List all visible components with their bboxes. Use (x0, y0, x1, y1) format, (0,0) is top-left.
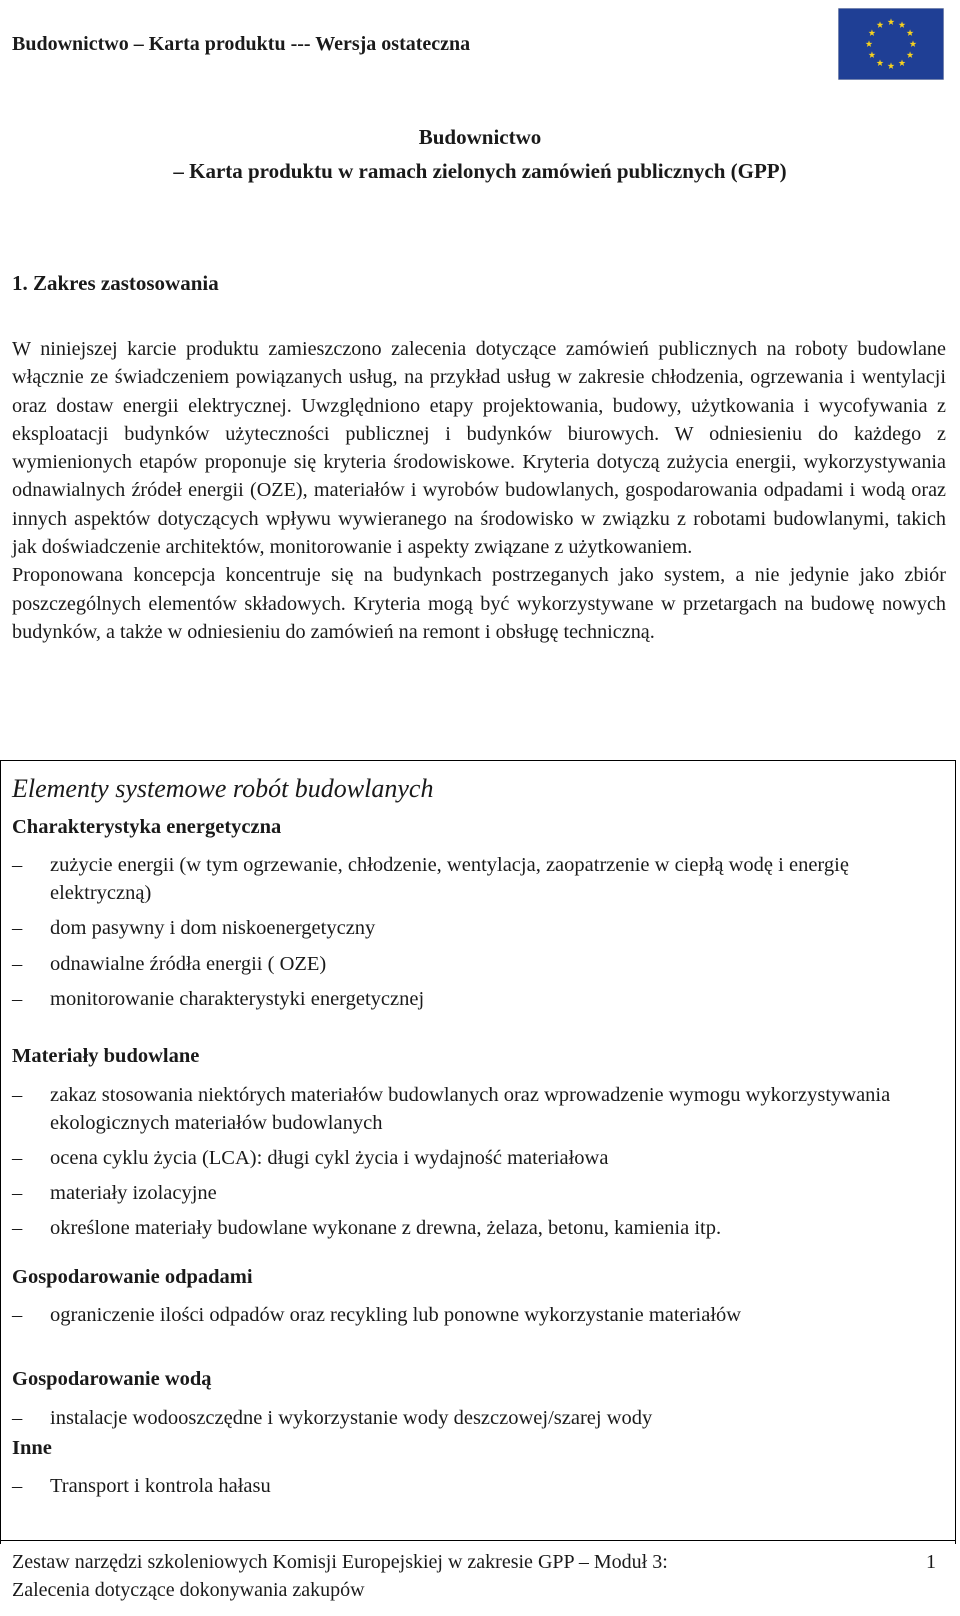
list-item (12, 1081, 942, 1137)
bullet-dash: – (12, 1147, 23, 1169)
list-item-text: zakaz stosowania niektórych materiałów budowlanych oraz wprowadzenie wymogu wykorzystywania ekologicznych materiałów budowlanych (50, 1084, 891, 1134)
list-item (12, 1179, 942, 1207)
group-title-energy: Charakterystyka energetyczna (12, 816, 282, 838)
list-item (12, 1404, 942, 1432)
bullet-dash: – (12, 1475, 23, 1497)
list-item (12, 985, 942, 1013)
bullet-dash: – (12, 1217, 23, 1239)
list-item-text: Transport i kontrola hałasu (50, 1475, 271, 1497)
scope-text (12, 335, 946, 646)
bullet-dash: – (12, 917, 23, 939)
list-item-text: ocena cyklu życia (LCA): długi cykl życia i wydajność materiałowa (50, 1147, 609, 1169)
list-item-text: monitorowanie charakterystyki energetycznej (50, 988, 425, 1010)
list-item (12, 1144, 942, 1172)
document-header-title: Budownictwo – Karta produktu --- Wersja ostateczna (12, 33, 471, 55)
list-item-text: instalacje wodooszczędne i wykorzystanie wody deszczowej/szarej wody (50, 1407, 653, 1429)
group-title-waste: Gospodarowanie odpadami (12, 1266, 253, 1288)
list-item-text: ograniczenie ilości odpadów oraz recykling lub ponowne wykorzystanie materiałów (50, 1304, 742, 1326)
bullet-dash: – (12, 1407, 23, 1429)
eu-flag-icon (838, 8, 944, 80)
scope-paragraph-2: Proponowana koncepcja koncentruje się na budynkach postrzeganych jako system, a nie jedynie jako zbiór poszczególnych elementów składowych. Kryteria mogą być wykorzystywane w przetargach na budowę nowych budynków, a także w odniesieniu do zamówień na remont i obsługę techniczną. (12, 564, 946, 643)
list-item (12, 950, 942, 978)
bullet-dash: – (12, 1084, 23, 1106)
footer-text (12, 1548, 812, 1604)
list-item (12, 851, 942, 907)
list-item-text: określone materiały budowlane wykonane z drewna, żelaza, betonu, kamienia itp. (50, 1217, 722, 1239)
list-item (12, 914, 942, 942)
list-item (12, 1301, 942, 1329)
bullet-dash: – (12, 1182, 23, 1204)
list-item (12, 1472, 942, 1500)
footer-divider (0, 1540, 956, 1541)
bullet-dash: – (12, 1304, 23, 1326)
scope-paragraph-1: W niniejszej karcie produktu zamieszczono zalecenia dotyczące zamówień publicznych na roboty budowlane włącznie ze świadczeniem powiązanych usług, na przykład usług w zakresie chłodzenia, ogrzewania i wentylacji oraz dostaw energii elektrycznej. Uwzględniono etapy projektowania, budowy, użytkowania i wycofywania z eksploatacji budynków użyteczności publicznej i budynków biurowych. W odniesieniu do każdego z wymienionych etapów proponuje się kryteria środowiskowe. Kryteria dotyczą zużycia energii, wykorzystywania odnawialnych źródeł energii (OZE), materiałów i wyrobów budowlanych, gospodarowania odpadami i wodą oraz innych aspektów dotyczących wpływu wywieranego na środowisko w związku z robotami budowlanymi, takich jak doświadczenie architektów, monitorowanie i aspekty związane z użytkowaniem. (12, 338, 946, 559)
document-title (0, 120, 960, 188)
bullet-dash: – (12, 953, 23, 975)
footer-line-2: Zalecenia dotyczące dokonywania zakupów (12, 1579, 365, 1601)
systems-box-title: Elementy systemowe robót budowlanych (12, 774, 434, 803)
document-title-line1: Budownictwo (418, 125, 542, 149)
list-item-text: odnawialne źródła energii ( OZE) (50, 953, 327, 975)
list-item (12, 1214, 942, 1242)
page-number: 1 (926, 1551, 936, 1573)
section-heading-scope: 1. Zakres zastosowania (12, 271, 219, 295)
bullet-dash: – (12, 854, 23, 876)
group-title-materials: Materiały budowlane (12, 1045, 200, 1067)
list-item-text: materiały izolacyjne (50, 1182, 217, 1204)
footer-line-1: Zestaw narzędzi szkoleniowych Komisji Europejskiej w zakresie GPP – Moduł 3: (12, 1551, 668, 1573)
document-title-line2: – Karta produktu w ramach zielonych zamówień publicznych (GPP) (173, 159, 787, 183)
list-item-text: dom pasywny i dom niskoenergetyczny (50, 917, 376, 939)
list-item-text: zużycie energii (w tym ogrzewanie, chłodzenie, wentylacja, zaopatrzenie w ciepłą wodę i energię elektryczną) (50, 854, 849, 904)
bullet-dash: – (12, 988, 23, 1010)
group-title-other: Inne (12, 1437, 52, 1459)
group-title-water: Gospodarowanie wodą (12, 1368, 212, 1390)
